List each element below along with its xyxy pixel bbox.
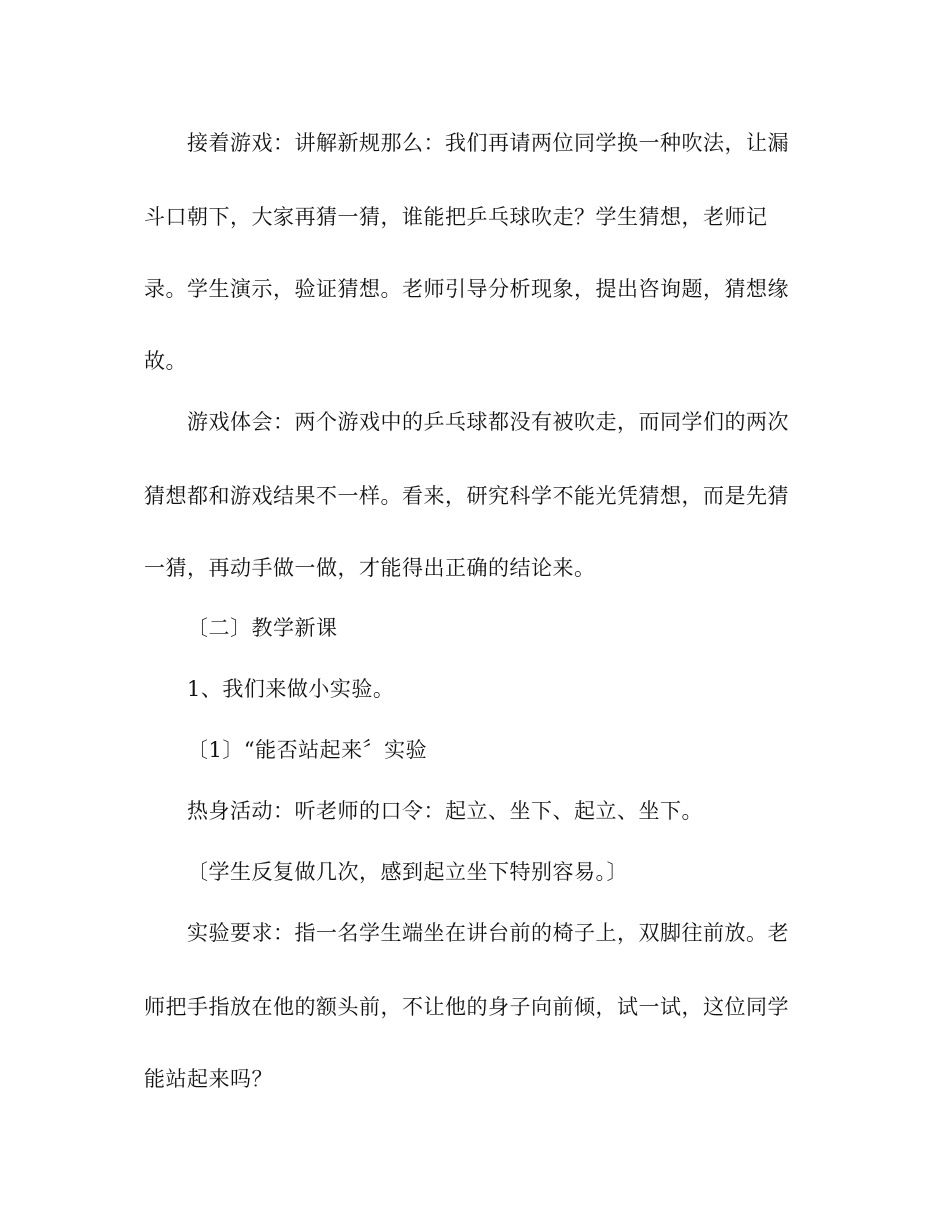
paragraph-line: 能站起来吗？ bbox=[144, 1067, 273, 1091]
paragraph-line: 游戏体会：两个游戏中的乒乓球都没有被吹走，而同学们的两次 bbox=[187, 410, 789, 434]
paragraph-line: 故。 bbox=[144, 349, 187, 373]
paragraph-line: 猜想都和游戏结果不一样。看来，研究科学不能光凭猜想，而是先猜 bbox=[144, 484, 789, 508]
experiment-heading: 〔1〕“能否站起来〞实验 bbox=[187, 738, 428, 762]
paragraph-line: 一猜，再动手做一做，才能得出正确的结论来。 bbox=[144, 556, 596, 580]
subsection-heading: 1、我们来做小实验。 bbox=[187, 677, 395, 701]
paragraph-line: 师把手指放在他的额头前，不让他的身子向前倾，试一试，这位同学 bbox=[144, 995, 789, 1019]
paragraph-line: 斗口朝下，大家再猜一猜，谁能把乒乓球吹走？学生猜想，老师记 bbox=[144, 205, 768, 229]
paragraph-line: 接着游戏：讲解新规那么：我们再请两位同学换一种吹法，让漏 bbox=[187, 131, 789, 155]
section-heading: 〔二〕教学新课 bbox=[187, 616, 338, 640]
paragraph-line: 〔学生反复做几次，感到起立坐下特别容易。〕 bbox=[187, 860, 628, 884]
paragraph-line: 热身活动：听老师的口令：起立、坐下、起立、坐下。 bbox=[187, 799, 703, 823]
paragraph-line: 实验要求：指一名学生端坐在讲台前的椅子上，双脚往前放。老 bbox=[187, 921, 789, 945]
paragraph-line: 录。学生演示，验证猜想。老师引导分析现象，提出咨询题，猜想缘 bbox=[144, 277, 789, 301]
